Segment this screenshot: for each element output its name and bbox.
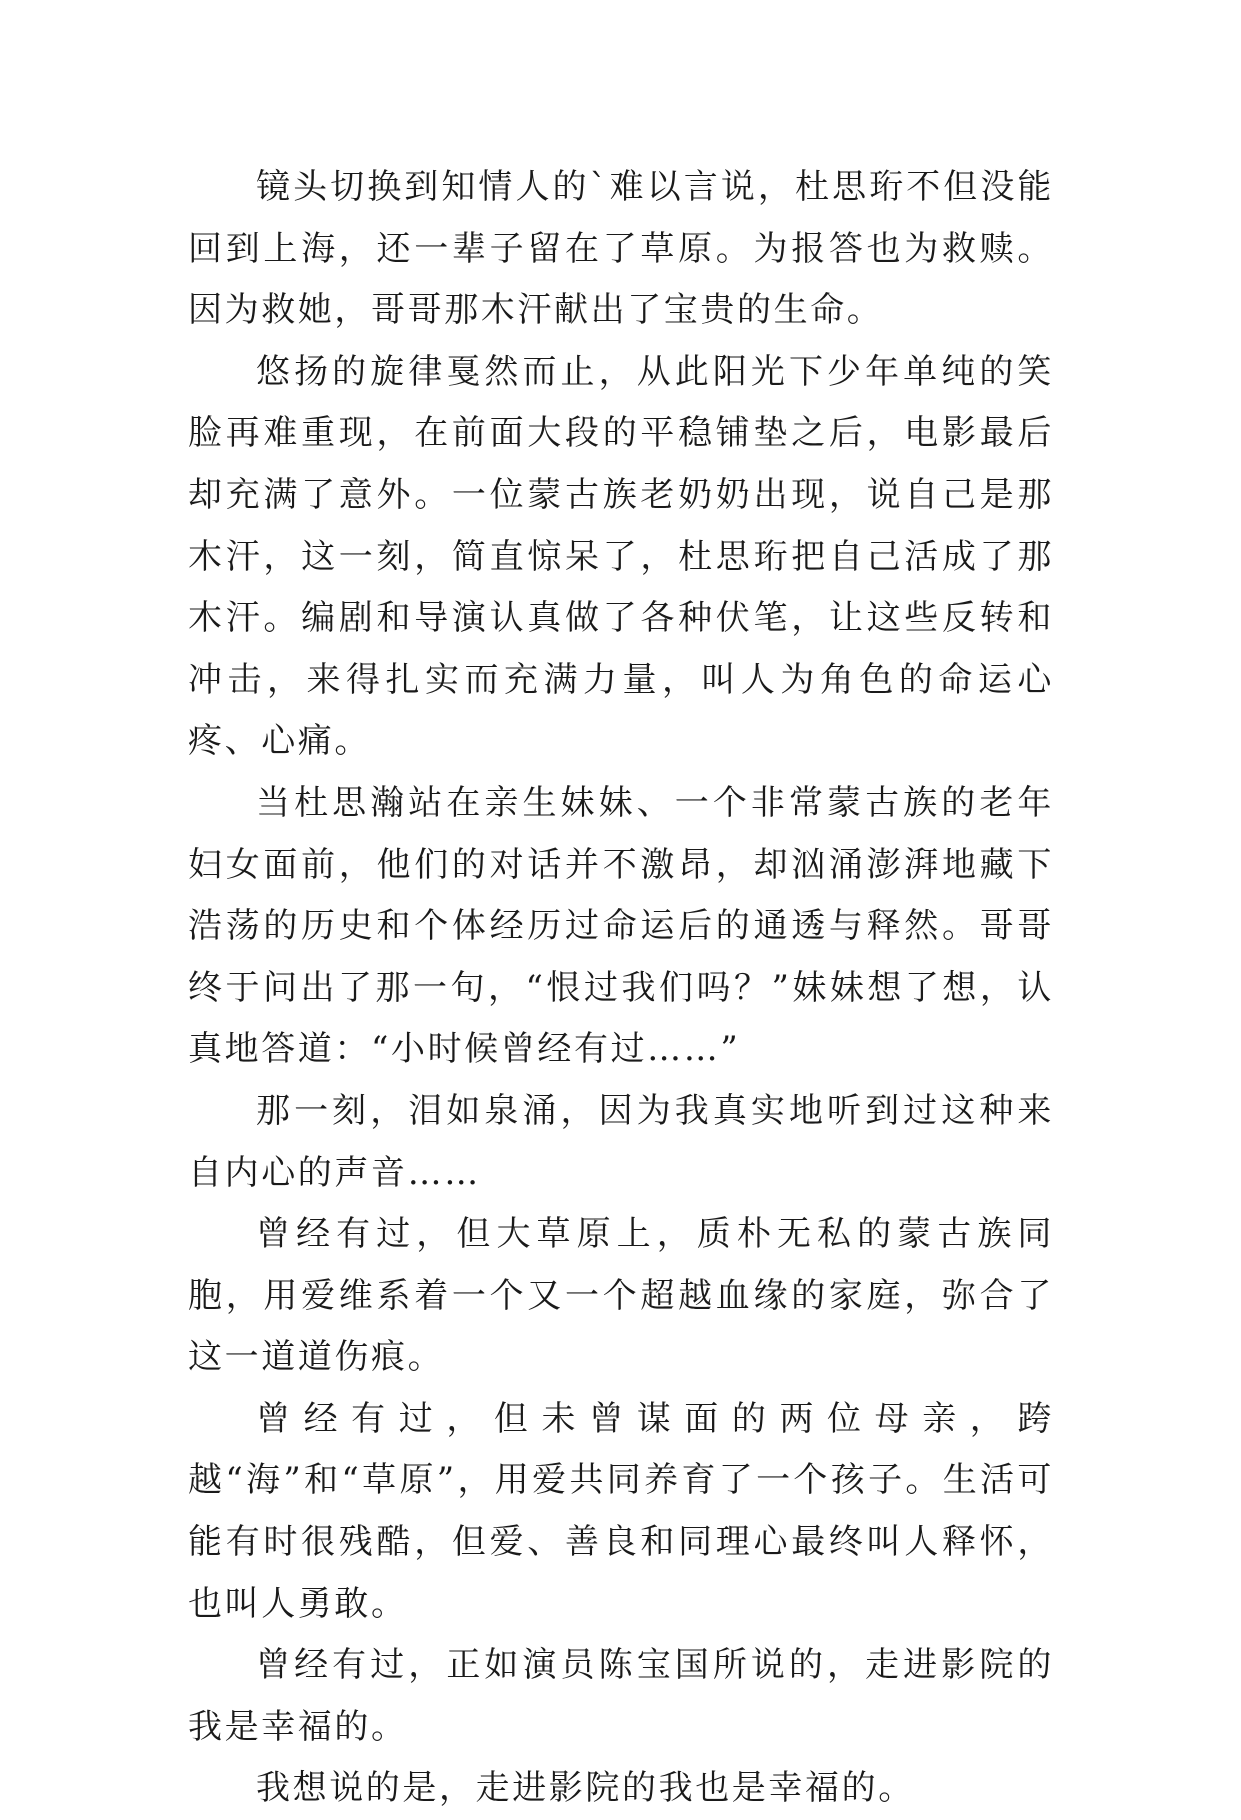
paragraph: 当杜思瀚站在亲生妹妹、一个非常蒙古族的老年妇女面前，他们的对话并不激昂，却汹涌澎湃地藏下浩荡的历史和个体经历过命运后的通透与释然。哥哥终于问出了那一句，“恨过我们吗？”妹妹想了想，认真地答道：“小时候曾经有过……” xyxy=(188,782,1054,1070)
paragraph: 曾经有过，但大草原上，质朴无私的蒙古族同胞，用爱维系着一个又一个超越血缘的家庭，弥合了这一道道伤痕。 xyxy=(188,1214,1054,1378)
paragraph: 曾经有过，但未曾谋面的两位母亲，跨越“海”和“草原”，用爱共同养育了一个孩子。生活可能有时很残酷，但爱、善良和同理心最终叫人释怀，也叫人勇敢。 xyxy=(188,1398,1054,1624)
paragraph: 悠扬的旋律戛然而止，从此阳光下少年单纯的笑脸再难重现，在前面大段的平稳铺垫之后，电影最后却充满了意外。一位蒙古族老奶奶出现，说自己是那木汗，这一刻，简直惊呆了，杜思珩把自己活成了那木汗。编剧和导演认真做了各种伏笔，让这些反转和冲击，来得扎实而充满力量，叫人为角色的命运心疼、心痛。 xyxy=(188,351,1054,762)
paragraph: 那一刻，泪如泉涌，因为我真实地听到过这种来自内心的声音…… xyxy=(188,1090,1054,1193)
document-body xyxy=(188,157,1054,1820)
paragraph: 镜头切换到知情人的`难以言说，杜思珩不但没能回到上海，还一辈子留在了草原。为报答也为救赎。因为救她，哥哥那木汗献出了宝贵的生命。 xyxy=(188,167,1054,331)
paragraph: 我想说的是，走进影院的我也是幸福的。 xyxy=(256,1768,915,1809)
paragraph: 曾经有过，正如演员陈宝国所说的，走进影院的我是幸福的。 xyxy=(188,1645,1054,1747)
